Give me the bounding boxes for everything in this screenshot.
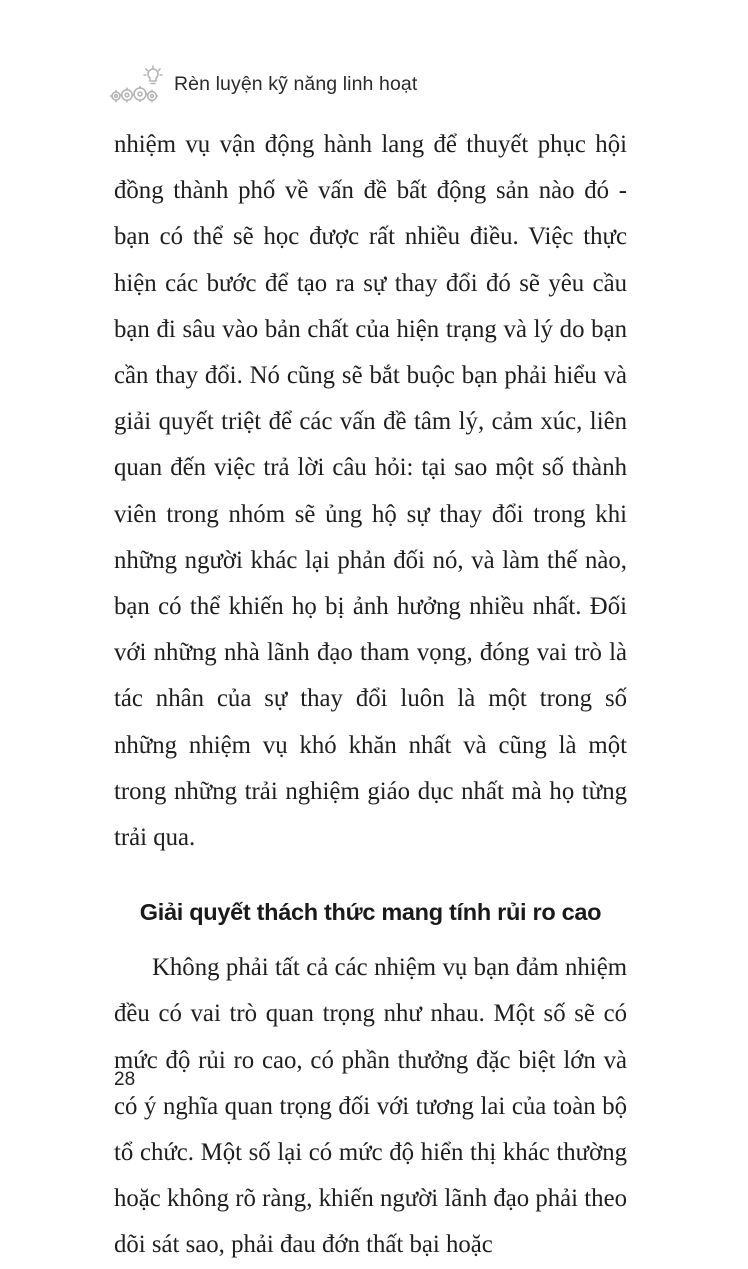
body-paragraph: Không phải tất cả các nhiệm vụ bạn đảm nhiệm đều có vai trò quan trọng như nhau. Một số sẽ có mức độ rủi ro cao, có phần thưởng đặc biệt lớn và có ý nghĩa quan trọng đối với tương lai của toàn bộ tổ chức. Một số lại có mức độ hiển thị khác thường hoặc không rõ ràng, khiến người lãnh đạo phải theo dõi sát sao, phải đau đớn thất bại hoặc xyxy=(114,954,627,1259)
running-header xyxy=(106,62,417,106)
section-heading: Giải quyết thách thức mang tính rủi ro cao xyxy=(139,899,602,926)
page-number: 28 xyxy=(114,1069,136,1090)
gears-lightbulb-icon xyxy=(106,64,166,104)
body-paragraph: nhiệm vụ vận động hành lang để thuyết phục hội đồng thành phố về vấn đề bất động sản nào đó - bạn có thể sẽ học được rất nhiều điều. Việc thực hiện các bước để tạo ra sự thay đổi đó sẽ yêu cầu bạn đi sâu vào bản chất của hiện trạng và lý do bạn cần thay đổi. Nó cũng sẽ bắt buộc bạn phải hiểu và giải quyết triệt để các vấn đề tâm lý, cảm xúc, liên quan đến việc trả lời câu hỏi: tại sao một số thành viên trong nhóm sẽ ủng hộ sự thay đổi trong khi những người khác lại phản đối nó, và làm thế nào, bạn có thể khiến họ bị ảnh hưởng nhiều nhất. Đối với những nhà lãnh đạo tham vọng, đóng vai trò là tác nhân của sự thay đổi luôn là một trong số những nhiệm vụ khó khăn nhất và cũng là một trong những trải nghiệm giáo dục nhất mà họ từng trải qua. xyxy=(114,131,627,852)
running-title: Rèn luyện kỹ năng linh hoạt xyxy=(174,72,418,95)
page-body xyxy=(114,122,627,1269)
